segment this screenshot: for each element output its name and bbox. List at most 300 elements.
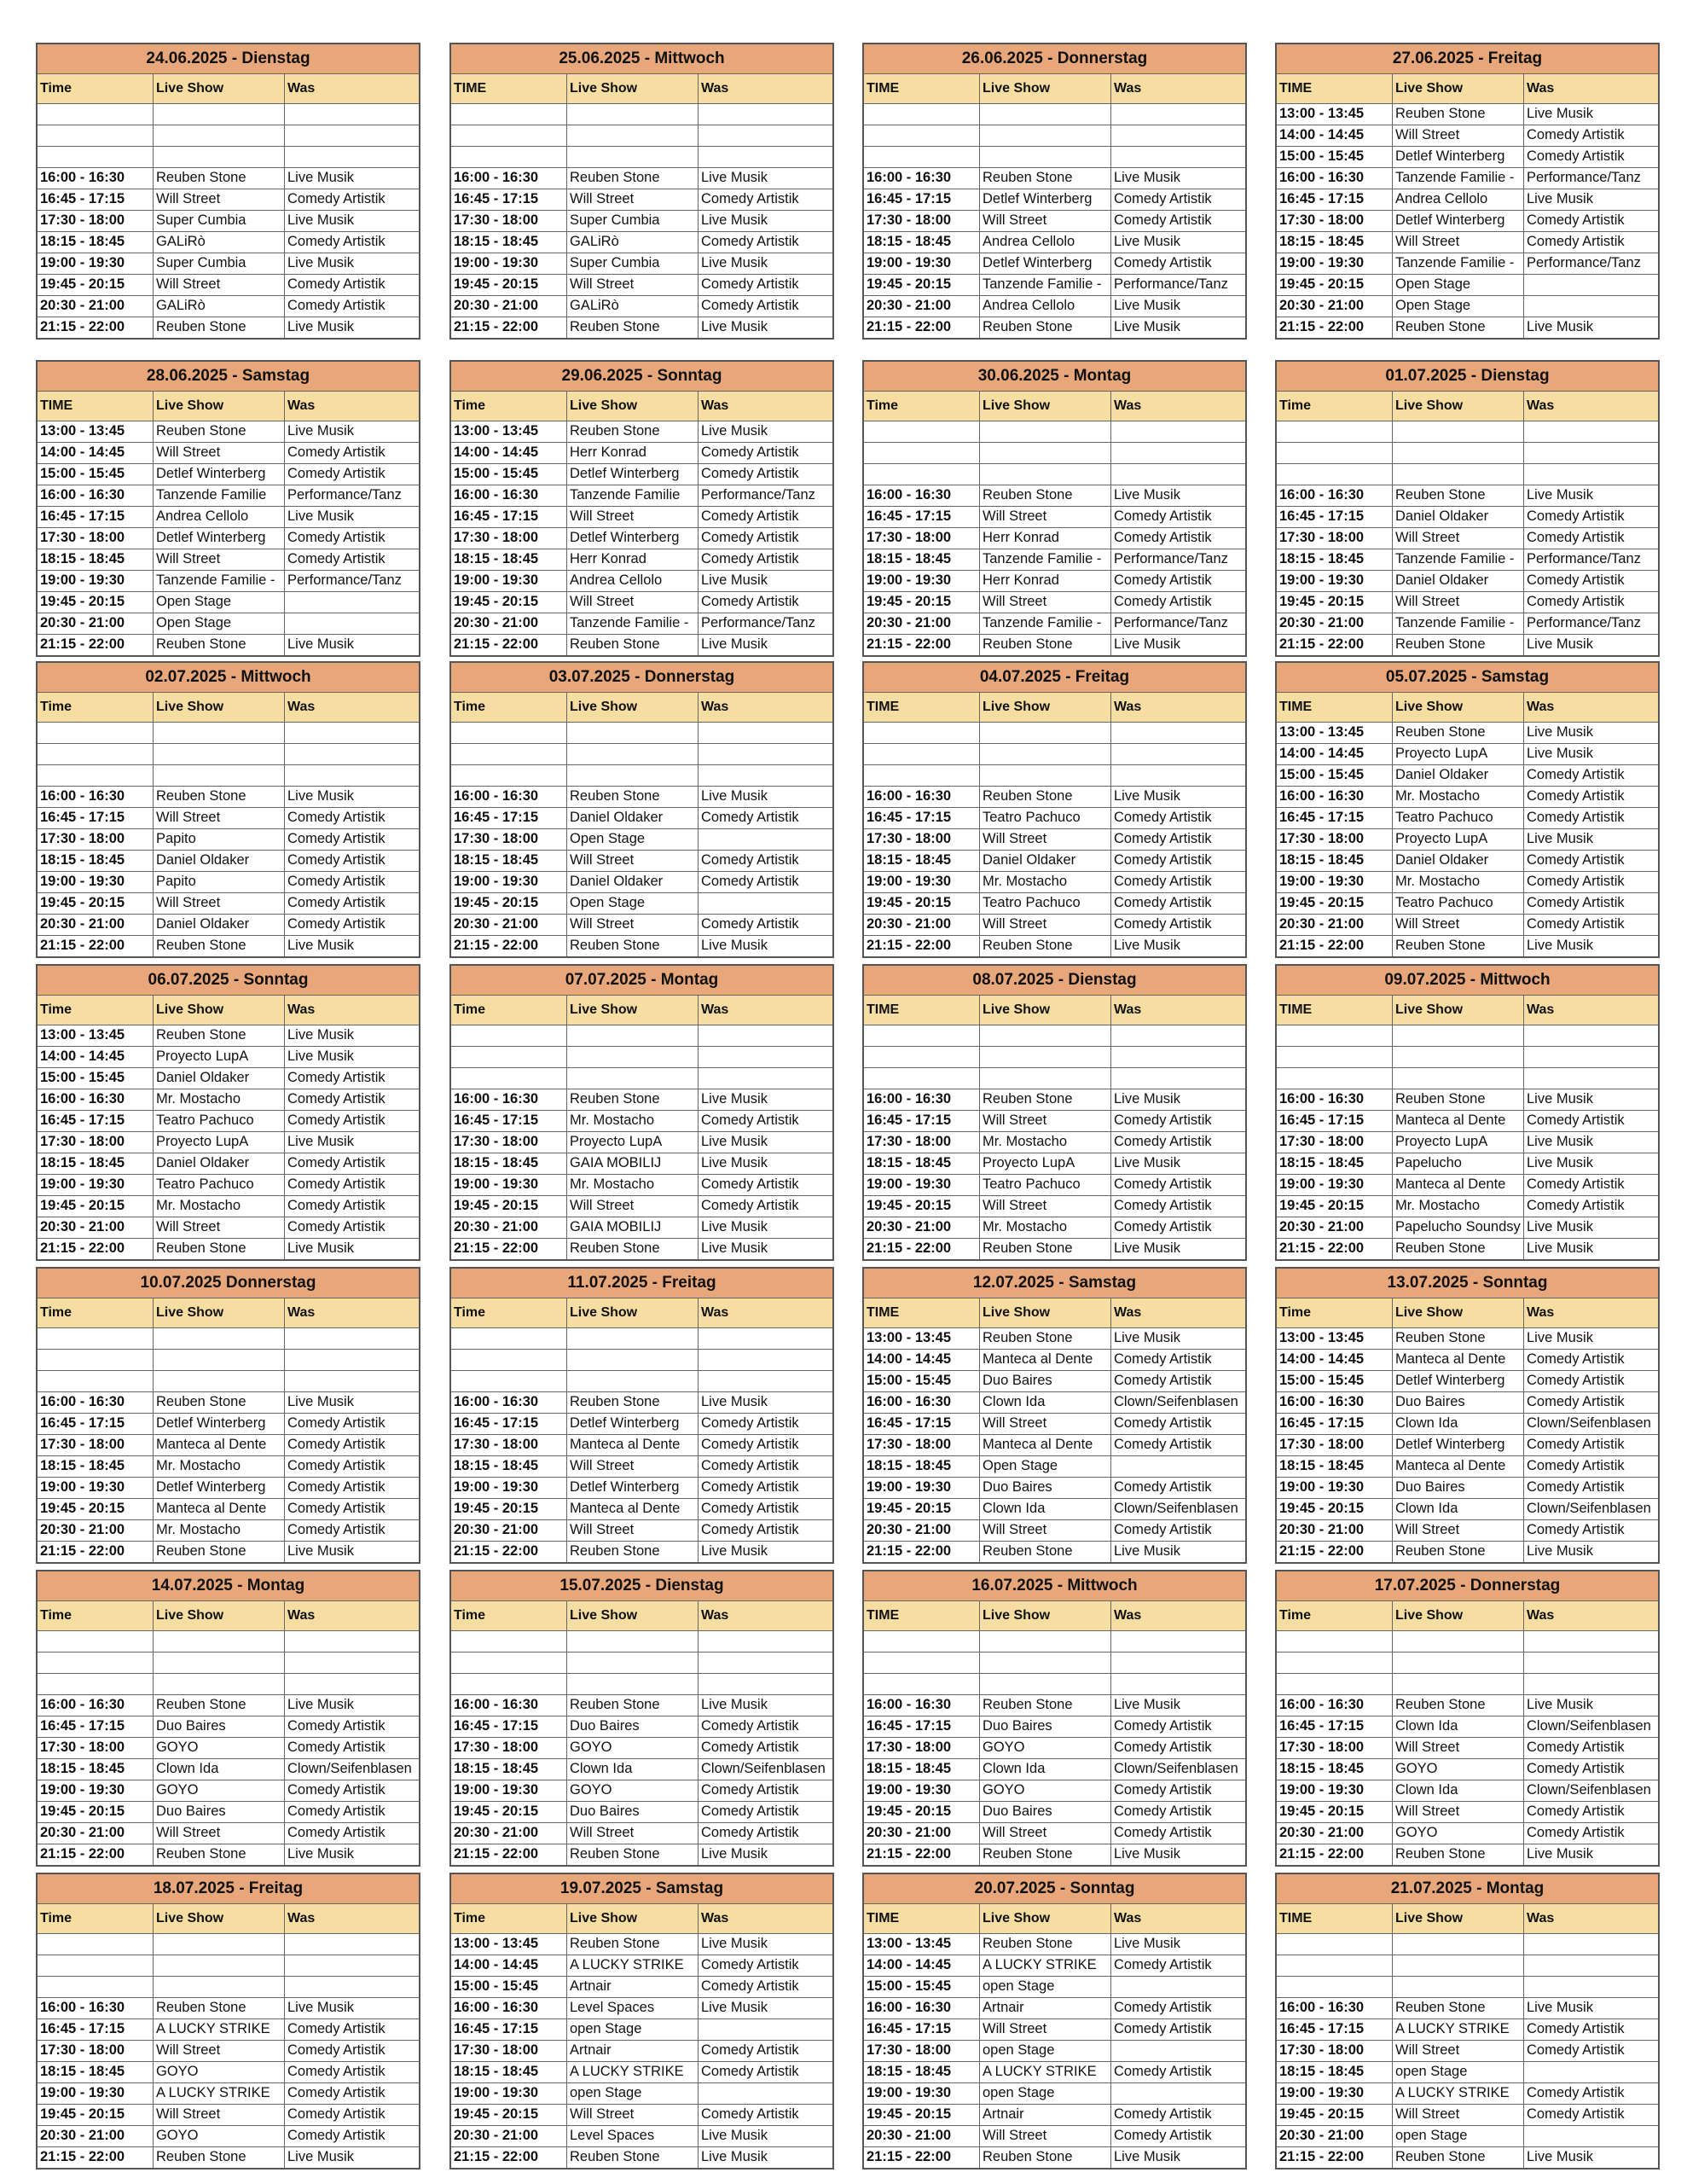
time-column-header: Time [451, 392, 567, 421]
table-row [451, 1068, 832, 1089]
was-cell: Live Musik [701, 170, 768, 185]
was-cell [285, 1371, 419, 1391]
was-cell: Clown/Seifenblasen [287, 1761, 412, 1776]
table-row [38, 443, 419, 464]
was-cell: Performance/Tanz [1527, 615, 1641, 630]
time-cell: 16:45 - 17:15 [1277, 189, 1393, 210]
was-cell [1111, 1068, 1245, 1089]
time-cell: 21:15 - 22:00 [864, 2147, 980, 2168]
table-row [864, 1499, 1245, 1520]
was-cell: Comedy Artistik [701, 1479, 799, 1495]
live-show-cell: Detlef Winterberg [567, 528, 699, 549]
was-cell: Comedy Artistik [701, 444, 799, 460]
table-row [1277, 275, 1658, 296]
live-show-cell [1393, 1025, 1524, 1046]
time-cell: 17:30 - 18:00 [864, 2041, 980, 2061]
time-cell: 16:45 - 17:15 [451, 507, 567, 527]
was-cell: Live Musik [701, 1091, 768, 1107]
live-show-cell: Will Street [154, 1823, 285, 1844]
table-row [451, 2019, 832, 2041]
table-row [864, 211, 1245, 232]
live-show-cell: GOYO [980, 1780, 1111, 1801]
time-column-header: TIME [864, 74, 980, 103]
live-show-cell: Level Spaces [567, 2126, 699, 2146]
column-header-row [864, 392, 1245, 421]
live-show-cell: Will Street [980, 1823, 1111, 1844]
time-cell [864, 104, 980, 125]
was-cell: Live Musik [287, 1543, 354, 1559]
time-cell: 13:00 - 13:45 [451, 1934, 567, 1955]
table-row [38, 1435, 419, 1456]
was-cell: Performance/Tanz [1114, 276, 1228, 292]
live-show-cell: Reuben Stone [567, 1542, 699, 1562]
was-cell [1524, 1934, 1658, 1955]
time-cell [451, 147, 567, 167]
table-row [1277, 168, 1658, 189]
was-cell [1111, 1631, 1245, 1652]
time-cell: 15:00 - 15:45 [864, 1977, 980, 1997]
table-row [1277, 2147, 1658, 2168]
table-row [1277, 1802, 1658, 1823]
live-show-cell: Open Stage [980, 1456, 1111, 1477]
live-show-cell: Andrea Cellolo [154, 507, 285, 527]
was-cell: Comedy Artistik [1114, 1479, 1212, 1495]
time-cell: 21:15 - 22:00 [864, 1844, 980, 1865]
table-row [1277, 1674, 1658, 1695]
table-row [864, 1414, 1245, 1435]
table-row [1277, 635, 1658, 655]
column-header-row [451, 1904, 832, 1934]
time-cell: 20:30 - 21:00 [38, 915, 154, 935]
live-show-cell: Detlef Winterberg [567, 1414, 699, 1434]
table-row [451, 2147, 832, 2168]
time-cell [1277, 1025, 1393, 1046]
table-row [864, 1934, 1245, 1955]
time-cell: 17:30 - 18:00 [1277, 829, 1393, 850]
live-show-cell [1393, 1068, 1524, 1089]
table-row [38, 1414, 419, 1435]
was-cell: Comedy Artistik [1527, 234, 1625, 249]
table-row [1277, 1844, 1658, 1865]
time-cell: 20:30 - 21:00 [864, 296, 980, 317]
table-row [1277, 528, 1658, 549]
was-cell: Comedy Artistik [287, 444, 386, 460]
live-show-cell: Artnair [980, 2105, 1111, 2125]
live-show-cell: Tanzende Familie - [980, 549, 1111, 570]
live-show-cell [980, 464, 1111, 485]
time-cell: 19:45 - 20:15 [864, 893, 980, 914]
was-cell: Comedy Artistik [1527, 1394, 1625, 1409]
live-show-cell: Teatro Pachuco [1393, 808, 1524, 828]
time-cell: 21:15 - 22:00 [1277, 1239, 1393, 1259]
was-cell: Comedy Artistik [1527, 2106, 1625, 2122]
was-cell: Live Musik [1114, 1091, 1180, 1107]
table-row [451, 168, 832, 189]
time-cell: 19:45 - 20:15 [1277, 893, 1393, 914]
time-cell: 18:15 - 18:45 [38, 2062, 154, 2082]
time-cell: 20:30 - 21:00 [1277, 2126, 1393, 2146]
was-cell: Comedy Artistik [1527, 508, 1625, 524]
table-row [38, 1802, 419, 1823]
time-cell: 16:00 - 16:30 [1277, 1392, 1393, 1413]
day-table [36, 43, 420, 340]
live-show-cell: GOYO [567, 1738, 699, 1758]
was-column-header: Was [1527, 700, 1555, 714]
time-cell: 17:30 - 18:00 [864, 1132, 980, 1153]
table-row [1277, 1499, 1658, 1520]
day-table [1275, 43, 1660, 340]
was-cell: Live Musik [287, 788, 354, 804]
live-show-cell: Will Street [980, 2019, 1111, 2040]
was-cell [699, 765, 832, 786]
was-cell: Comedy Artistik [1527, 1198, 1625, 1213]
time-cell: 13:00 - 13:45 [38, 421, 154, 442]
time-cell: 16:45 - 17:15 [451, 189, 567, 210]
was-cell: Comedy Artistik [1114, 916, 1212, 932]
live-show-cell: Will Street [1393, 528, 1524, 549]
live-show-cell: GOYO [154, 2126, 285, 2146]
time-cell: 14:00 - 14:45 [1277, 1350, 1393, 1370]
time-cell [864, 1068, 980, 1089]
table-row [38, 723, 419, 744]
live-show-cell: Will Street [154, 893, 285, 914]
live-show-cell [154, 125, 285, 146]
time-column-header: Time [451, 693, 567, 722]
time-cell [864, 147, 980, 167]
time-cell: 20:30 - 21:00 [451, 1823, 567, 1844]
live-show-cell: Will Street [154, 2105, 285, 2125]
live-show-column-header: Live Show [567, 392, 699, 421]
was-cell: Live Musik [701, 636, 768, 652]
table-row [451, 635, 832, 655]
was-cell [699, 2019, 832, 2040]
live-show-cell [1393, 1934, 1524, 1955]
was-cell: Comedy Artistik [1114, 1134, 1212, 1149]
table-row [38, 1132, 419, 1153]
was-cell: Live Musik [701, 212, 768, 228]
time-cell: 17:30 - 18:00 [38, 1738, 154, 1758]
time-cell [1277, 443, 1393, 463]
table-row [1277, 2019, 1658, 2041]
was-column-header: Was [701, 398, 729, 413]
time-cell: 20:30 - 21:00 [38, 613, 154, 634]
time-cell: 19:00 - 19:30 [864, 571, 980, 591]
live-show-cell: Will Street [980, 211, 1111, 231]
was-cell [285, 744, 419, 764]
was-cell: Comedy Artistik [287, 2064, 386, 2079]
time-cell: 16:45 - 17:15 [38, 1111, 154, 1131]
time-cell: 19:45 - 20:15 [1277, 275, 1393, 295]
table-row [451, 1392, 832, 1414]
table-row [451, 464, 832, 485]
was-cell: Comedy Artistik [701, 594, 799, 609]
time-cell: 18:15 - 18:45 [1277, 1759, 1393, 1780]
time-cell: 19:45 - 20:15 [864, 592, 980, 613]
live-show-cell: Detlef Winterberg [154, 1478, 285, 1498]
table-row [864, 1977, 1245, 1998]
table-row [38, 189, 419, 211]
table-row [38, 1653, 419, 1674]
live-show-cell: Will Street [980, 507, 1111, 527]
was-cell [1111, 125, 1245, 146]
day-table [1275, 964, 1660, 1261]
was-cell [699, 723, 832, 743]
time-cell [1277, 1977, 1393, 1997]
table-row [38, 1977, 419, 1998]
was-cell: Live Musik [287, 1697, 354, 1712]
table-row [864, 787, 1245, 808]
was-cell: Comedy Artistik [701, 1176, 799, 1192]
was-cell: Comedy Artistik [287, 1091, 386, 1107]
was-cell: Comedy Artistik [1527, 852, 1625, 868]
time-cell: 19:45 - 20:15 [38, 1499, 154, 1519]
live-show-cell: Reuben Stone [980, 1844, 1111, 1865]
table-row [451, 915, 832, 936]
time-cell [1277, 1934, 1393, 1955]
was-cell: Live Musik [287, 170, 354, 185]
live-show-cell: Detlef Winterberg [1393, 1371, 1524, 1391]
was-cell: Comedy Artistik [287, 1479, 386, 1495]
live-show-cell: Mr. Mostacho [154, 1196, 285, 1217]
column-header-row [38, 74, 419, 104]
was-cell: Live Musik [287, 1394, 354, 1409]
table-row [864, 104, 1245, 125]
was-cell: Comedy Artistik [1114, 1437, 1212, 1452]
table-row [864, 2147, 1245, 2168]
was-cell: Comedy Artistik [1114, 191, 1212, 206]
time-cell: 21:15 - 22:00 [38, 936, 154, 956]
time-cell: 17:30 - 18:00 [451, 1132, 567, 1153]
table-row [451, 613, 832, 635]
live-show-cell: open Stage [1393, 2126, 1524, 2146]
was-cell: Live Musik [1114, 234, 1180, 249]
live-show-cell: Reuben Stone [1393, 1239, 1524, 1259]
live-show-column-header: Live Show [980, 1904, 1111, 1933]
was-cell: Comedy Artistik [701, 1978, 799, 1994]
table-row [864, 253, 1245, 275]
live-show-cell: GOYO [980, 1738, 1111, 1758]
was-cell: Comedy Artistik [287, 1740, 386, 1755]
live-show-column-header: Live Show [567, 74, 699, 103]
was-cell [1111, 2041, 1245, 2061]
table-row [1277, 1478, 1658, 1499]
live-show-cell: Clown Ida [980, 1499, 1111, 1519]
table-row [864, 1738, 1245, 1759]
was-cell: Comedy Artistik [287, 916, 386, 932]
live-show-cell: Proyecto LupA [1393, 744, 1524, 764]
was-cell [285, 1977, 419, 1997]
column-header-row [451, 74, 832, 104]
table-row [38, 1239, 419, 1259]
was-cell: Comedy Artistik [701, 551, 799, 566]
was-cell: Comedy Artistik [287, 1415, 386, 1431]
table-row [451, 1998, 832, 2019]
was-cell: Comedy Artistik [287, 1176, 386, 1192]
table-row [1277, 936, 1658, 956]
live-show-cell: Papito [154, 872, 285, 892]
time-cell: 19:00 - 19:30 [38, 571, 154, 591]
live-show-cell: open Stage [980, 2041, 1111, 2061]
time-cell: 15:00 - 15:45 [1277, 1371, 1393, 1391]
table-row [1277, 2126, 1658, 2147]
was-column-header: Was [701, 1305, 729, 1320]
was-column-header: Was [1114, 81, 1142, 96]
live-show-cell: Mr. Mostacho [1393, 1196, 1524, 1217]
was-cell: Comedy Artistik [287, 2106, 386, 2122]
time-cell [38, 1674, 154, 1694]
table-row [38, 1456, 419, 1478]
was-cell: Comedy Artistik [701, 1415, 799, 1431]
table-row [1277, 808, 1658, 829]
time-cell: 20:30 - 21:00 [38, 1520, 154, 1541]
was-cell: Comedy Artistik [701, 2106, 799, 2122]
table-row [864, 744, 1245, 765]
live-show-cell: Duo Baires [567, 1802, 699, 1822]
day-title: 06.07.2025 - Sonntag [38, 966, 419, 996]
time-cell: 16:45 - 17:15 [1277, 1716, 1393, 1737]
time-cell: 20:30 - 21:00 [451, 613, 567, 634]
table-row [38, 1738, 419, 1759]
live-show-cell: A LUCKY STRIKE [154, 2083, 285, 2104]
time-cell: 19:45 - 20:15 [864, 275, 980, 295]
live-show-cell: A LUCKY STRIKE [980, 2062, 1111, 2082]
time-cell: 20:30 - 21:00 [451, 296, 567, 317]
live-show-cell: Reuben Stone [567, 1695, 699, 1716]
live-show-cell: Reuben Stone [154, 2147, 285, 2168]
live-show-cell: Manteca al Dente [567, 1435, 699, 1455]
time-cell: 16:00 - 16:30 [864, 1695, 980, 1716]
live-show-cell: Open Stage [567, 893, 699, 914]
time-cell: 18:15 - 18:45 [451, 1759, 567, 1780]
time-cell: 19:00 - 19:30 [38, 1478, 154, 1498]
live-show-cell: GALiRò [567, 296, 699, 317]
table-row [38, 1350, 419, 1371]
live-show-cell: Mr. Mostacho [980, 1132, 1111, 1153]
time-cell: 19:00 - 19:30 [1277, 2083, 1393, 2104]
column-header-row [1277, 1298, 1658, 1328]
live-show-cell: Reuben Stone [567, 1089, 699, 1110]
time-cell [864, 125, 980, 146]
was-cell: Live Musik [287, 1134, 354, 1149]
was-cell: Comedy Artistik [1114, 255, 1212, 270]
was-cell [1524, 443, 1658, 463]
time-cell: 19:45 - 20:15 [38, 2105, 154, 2125]
live-show-cell [154, 723, 285, 743]
time-cell: 16:45 - 17:15 [451, 1716, 567, 1737]
live-show-cell: Will Street [980, 592, 1111, 613]
time-cell: 16:00 - 16:30 [38, 1998, 154, 2018]
table-row [1277, 485, 1658, 507]
column-header-row [451, 1298, 832, 1328]
was-column-header: Was [287, 1608, 316, 1623]
was-cell: Performance/Tanz [1114, 615, 1228, 630]
live-show-column-header: Live Show [980, 693, 1111, 722]
time-cell: 19:00 - 19:30 [1277, 253, 1393, 274]
was-column-header: Was [1114, 1002, 1142, 1017]
table-row [864, 1175, 1245, 1196]
table-row [864, 2083, 1245, 2105]
time-cell: 18:15 - 18:45 [864, 851, 980, 871]
live-show-cell: Daniel Oldaker [567, 872, 699, 892]
was-cell: Live Musik [701, 1219, 768, 1234]
live-show-cell: Detlef Winterberg [567, 464, 699, 485]
time-cell: 16:00 - 16:30 [864, 1998, 980, 2018]
live-show-column-header: Live Show [1393, 996, 1524, 1025]
time-cell: 21:15 - 22:00 [864, 635, 980, 655]
table-row [451, 765, 832, 787]
time-cell: 13:00 - 13:45 [1277, 104, 1393, 125]
live-show-column-header: Live Show [980, 996, 1111, 1025]
live-show-cell [980, 1047, 1111, 1067]
table-row [38, 528, 419, 549]
time-cell: 16:00 - 16:30 [864, 485, 980, 506]
live-show-cell [980, 125, 1111, 146]
was-cell: Comedy Artistik [287, 852, 386, 868]
live-show-column-header: Live Show [154, 1601, 285, 1630]
day-title: 02.07.2025 - Mittwoch [38, 663, 419, 693]
table-row [864, 125, 1245, 147]
was-cell [699, 1328, 832, 1349]
time-cell: 18:15 - 18:45 [38, 549, 154, 570]
live-show-cell: Teatro Pachuco [980, 893, 1111, 914]
was-cell [699, 1350, 832, 1370]
time-cell [1277, 421, 1393, 442]
time-cell: 15:00 - 15:45 [1277, 765, 1393, 786]
was-cell: Comedy Artistik [1527, 1825, 1625, 1840]
table-row [38, 872, 419, 893]
table-row [864, 1844, 1245, 1865]
was-cell: Live Musik [1114, 487, 1180, 502]
live-show-cell: Artnair [567, 1977, 699, 1997]
was-cell [1111, 421, 1245, 442]
time-cell: 19:00 - 19:30 [451, 253, 567, 274]
time-cell: 19:00 - 19:30 [864, 2083, 980, 2104]
table-row [38, 851, 419, 872]
was-cell [1524, 1653, 1658, 1673]
live-show-cell [1393, 1653, 1524, 1673]
time-cell [864, 443, 980, 463]
live-show-cell: Manteca al Dente [980, 1350, 1111, 1370]
time-cell [1277, 1631, 1393, 1652]
time-cell: 16:00 - 16:30 [1277, 485, 1393, 506]
time-cell: 14:00 - 14:45 [1277, 125, 1393, 146]
live-show-column-header: Live Show [980, 74, 1111, 103]
table-row [38, 893, 419, 915]
was-cell [1111, 1025, 1245, 1046]
time-cell: 16:45 - 17:15 [38, 1414, 154, 1434]
day-title: 14.07.2025 - Montag [38, 1571, 419, 1601]
live-show-cell: Reuben Stone [567, 168, 699, 189]
was-cell [699, 1047, 832, 1067]
time-cell: 21:15 - 22:00 [38, 317, 154, 338]
was-cell: Live Musik [1114, 298, 1180, 313]
live-show-cell: Reuben Stone [1393, 1089, 1524, 1110]
day-title: 08.07.2025 - Dienstag [864, 966, 1245, 996]
time-cell: 21:15 - 22:00 [38, 1844, 154, 1865]
live-show-cell: Will Street [980, 915, 1111, 935]
live-show-cell [154, 744, 285, 764]
table-row [864, 1520, 1245, 1542]
was-cell: Comedy Artistik [1114, 1740, 1212, 1755]
live-show-cell: Will Street [980, 1111, 1111, 1131]
time-cell [38, 723, 154, 743]
was-cell: Comedy Artistik [287, 1804, 386, 1819]
live-show-cell: Daniel Oldaker [1393, 851, 1524, 871]
live-show-cell: Manteca al Dente [1393, 1350, 1524, 1370]
was-cell: Comedy Artistik [1527, 572, 1625, 588]
table-row [864, 723, 1245, 744]
time-cell: 20:30 - 21:00 [38, 296, 154, 317]
